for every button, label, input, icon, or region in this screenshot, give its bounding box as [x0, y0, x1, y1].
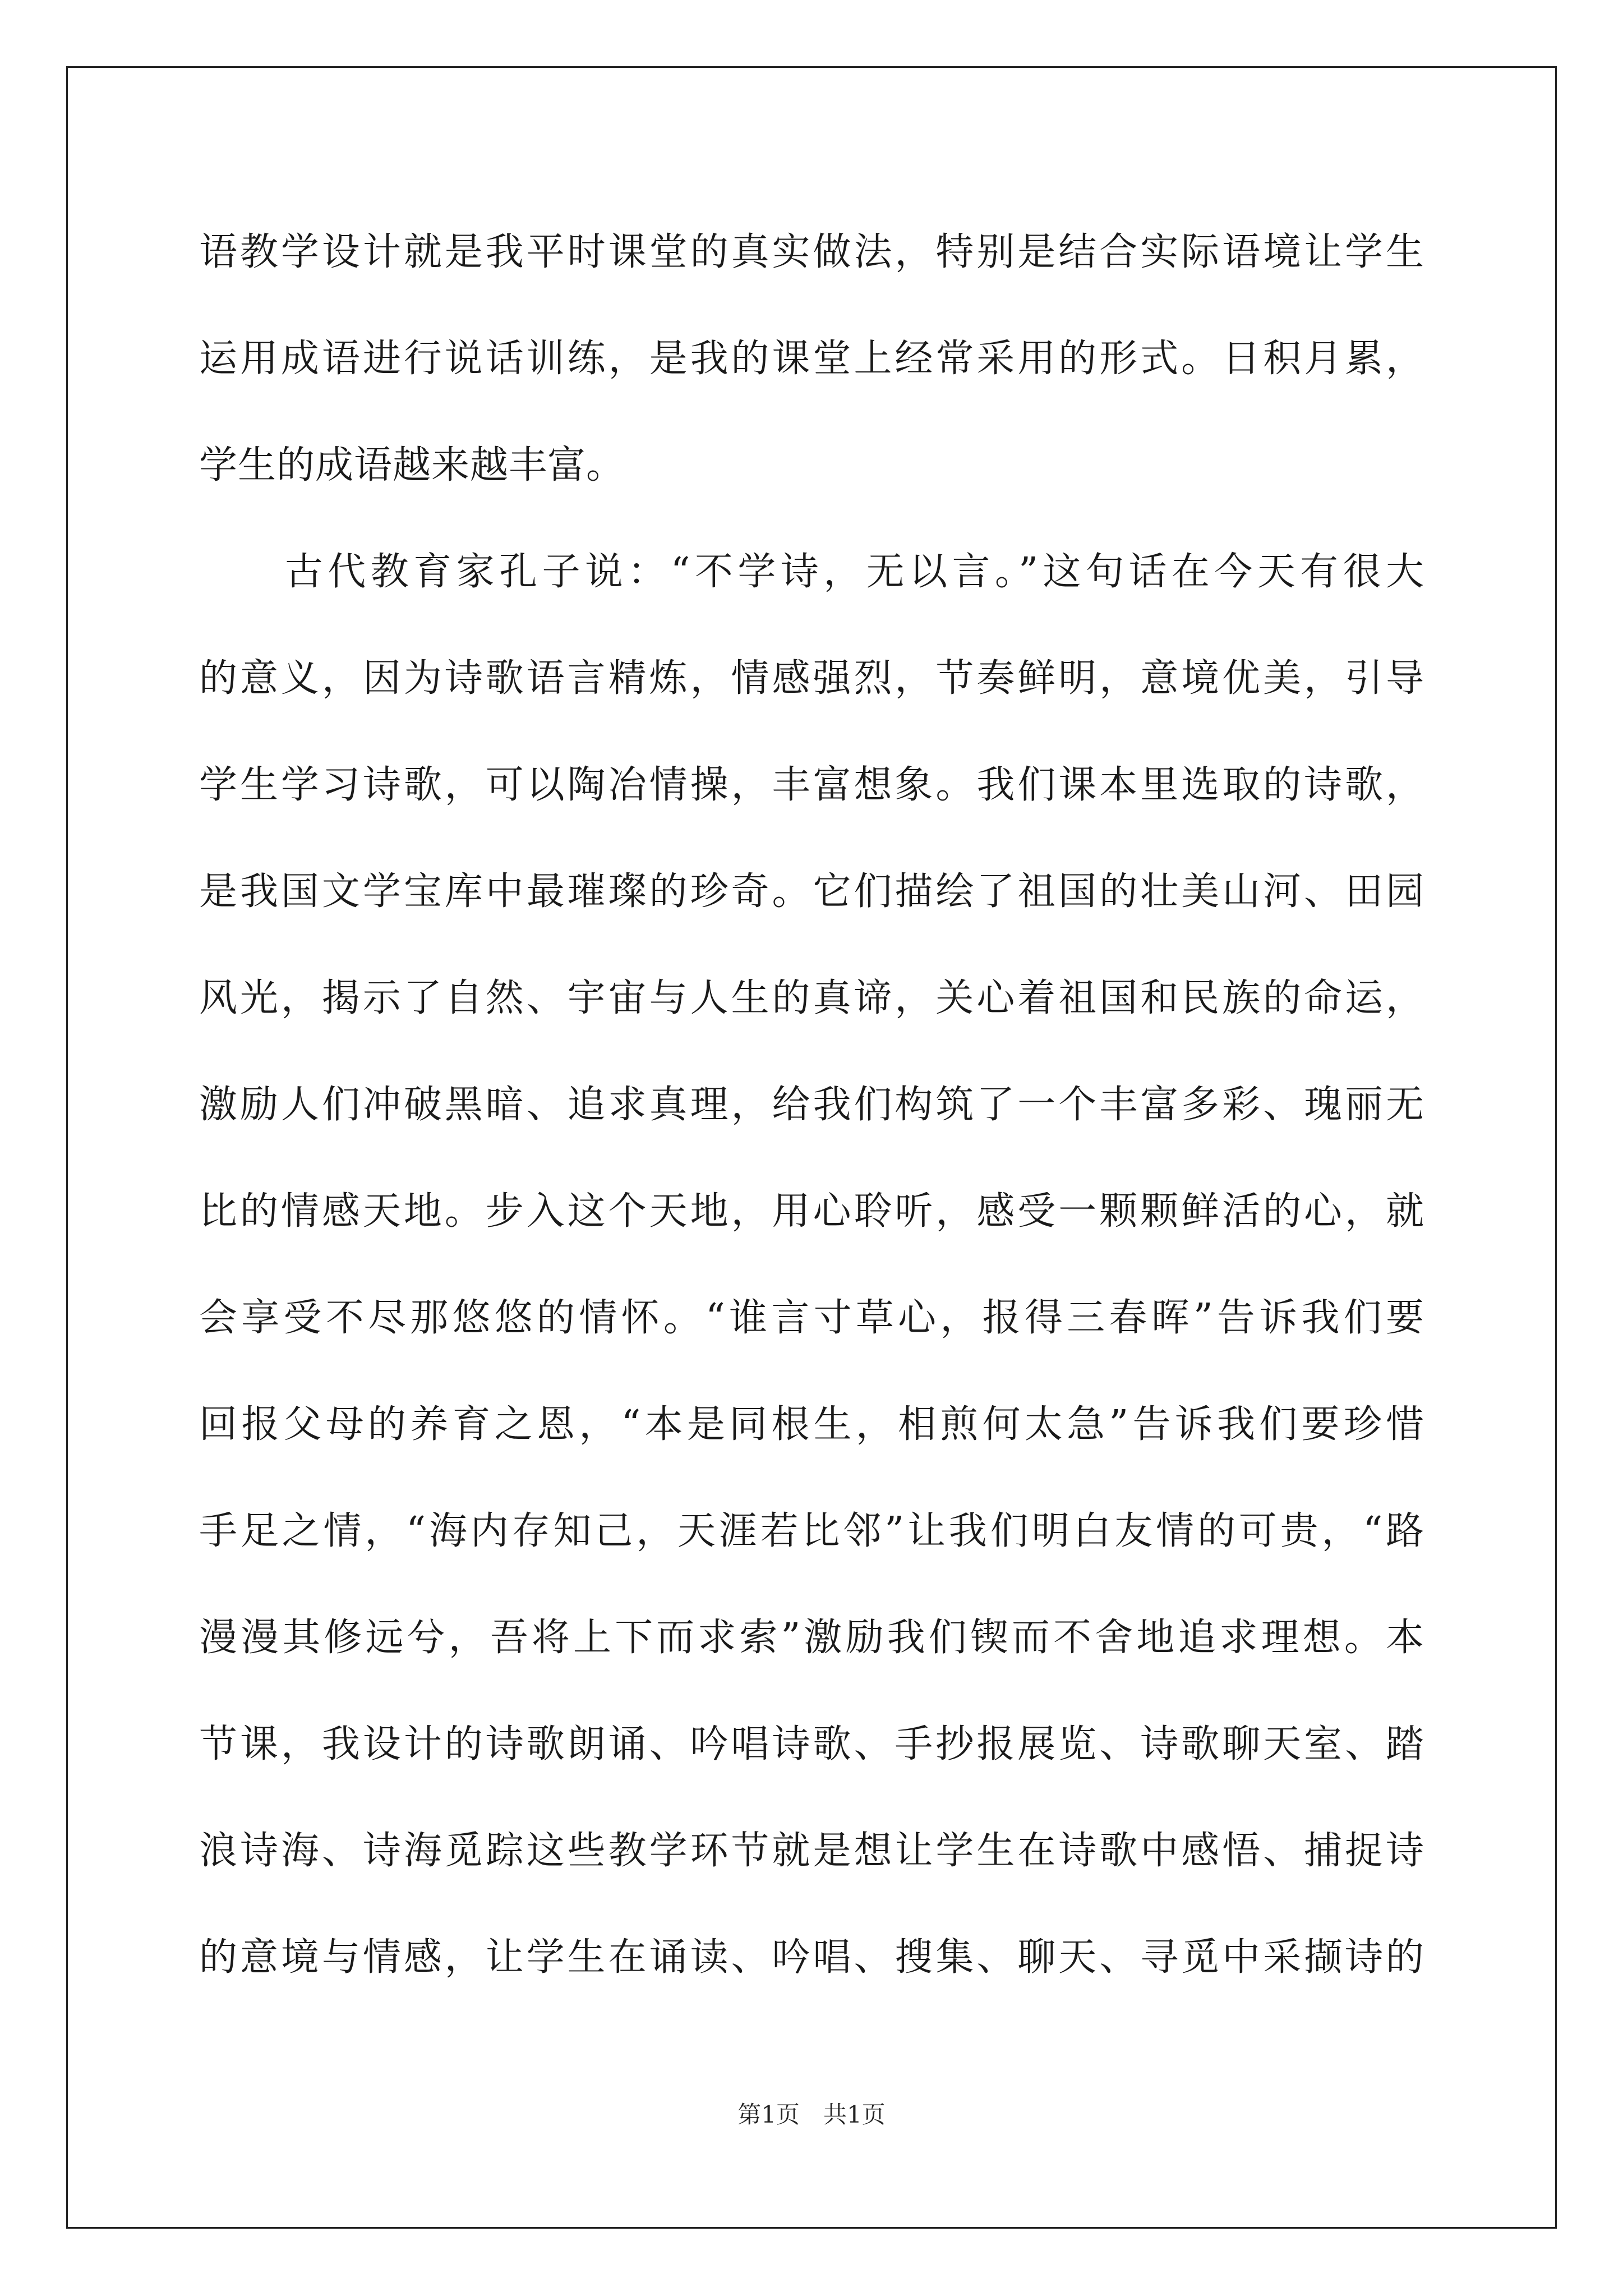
text-line: 运用成语进行说话训练，是我的课堂上经常采用的形式。日积月累，: [199, 337, 1424, 381]
text-line: 激励人们冲破黑暗、追求真理，给我们构筑了一个丰富多彩、瑰丽无: [199, 1083, 1424, 1127]
text-line: 浪诗海、诗海觅踪这些教学环节就是想让学生在诗歌中感悟、捕捉诗: [199, 1829, 1424, 1873]
document-body: [199, 222, 1424, 2033]
text-line: 古代教育家孔子说：“不学诗，无以言。”这句话在今天有很大: [199, 550, 1424, 594]
text-line: 学生的成语越来越丰富。: [199, 443, 625, 487]
text-line: 节课，我设计的诗歌朗诵、吟唱诗歌、手抄报展览、诗歌聊天室、踏: [199, 1722, 1424, 1766]
page-footer: 第1页 共1页: [737, 2101, 886, 2128]
text-line: 的意义，因为诗歌语言精炼，情感强烈，节奏鲜明，意境优美，引导: [199, 656, 1424, 701]
text-line: 语教学设计就是我平时课堂的真实做法，特别是结合实际语境让学生: [199, 230, 1424, 274]
text-line: 比的情感天地。步入这个天地，用心聆听，感受一颗颗鲜活的心，就: [199, 1189, 1424, 1234]
text-line: 是我国文学宝库中最璀璨的珍奇。它们描绘了祖国的壮美山河、田园: [199, 869, 1424, 914]
text-line: 会享受不尽那悠悠的情怀。“谁言寸草心，报得三春晖”告诉我们要: [199, 1296, 1424, 1340]
text-line: 风光，揭示了自然、宇宙与人生的真谛，关心着祖国和民族的命运，: [199, 976, 1424, 1020]
text-line: 回报父母的养育之恩，“本是同根生，相煎何太急”告诉我们要珍惜: [199, 1402, 1424, 1447]
text-line: 漫漫其修远兮，吾将上下而求索”激励我们锲而不舍地追求理想。本: [199, 1616, 1424, 1660]
text-line: 学生学习诗歌，可以陶冶情操，丰富想象。我们课本里选取的诗歌，: [199, 763, 1424, 807]
text-line: 手足之情，“海内存知己，天涯若比邻”让我们明白友情的可贵，“路: [199, 1509, 1424, 1553]
text-line: 的意境与情感，让学生在诵读、吟唱、搜集、聊天、寻觅中采撷诗的: [199, 1935, 1424, 1980]
